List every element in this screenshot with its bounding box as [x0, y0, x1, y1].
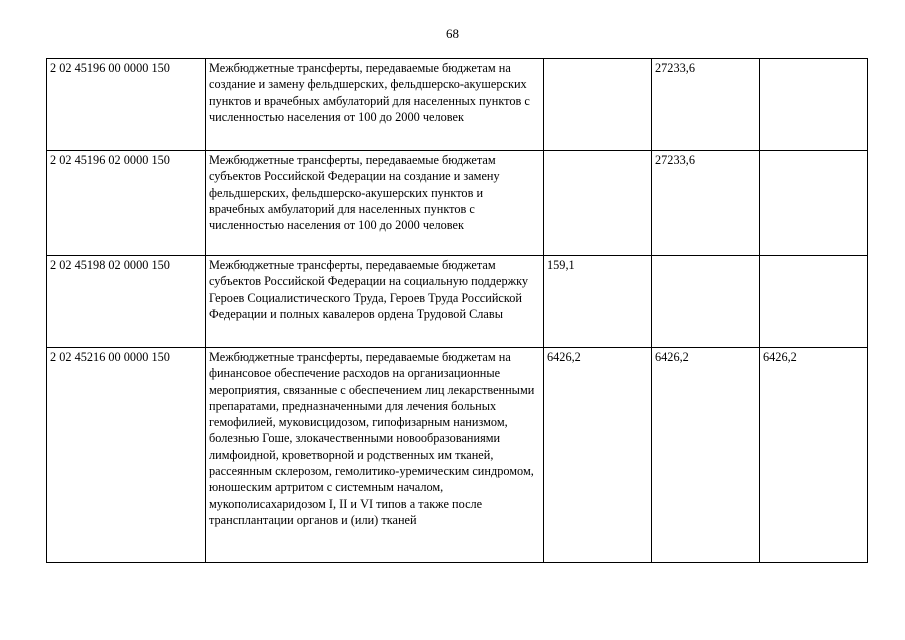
budget-code-cell: 2 02 45196 02 0000 150 [47, 151, 206, 256]
value-cell-1 [544, 151, 652, 256]
value-cell-2 [652, 256, 760, 348]
budget-table [46, 58, 868, 563]
value-cell-3 [760, 151, 868, 256]
description-cell: Межбюджетные трансферты, передаваемые бюджетам субъектов Российской Федерации на создание и замену фельдшерских, фельдшерско-акушерских пунктов и врачебных амбулаторий для населенных пунктов с численностью населения от 100 до 2000 человек [206, 151, 544, 256]
table-row [47, 59, 868, 151]
table-row [47, 348, 868, 563]
value-cell-2: 27233,6 [652, 59, 760, 151]
budget-code-cell: 2 02 45198 02 0000 150 [47, 256, 206, 348]
page-number: 68 [446, 26, 459, 41]
value-cell-3 [760, 59, 868, 151]
description-cell: Межбюджетные трансферты, передаваемые бюджетам субъектов Российской Федерации на социальную поддержку Героев Социалистического Труда, Героев Труда Российской Федерации и полных кавалеров ордена Трудовой Славы [206, 256, 544, 348]
value-cell-1 [544, 59, 652, 151]
value-cell-2: 27233,6 [652, 151, 760, 256]
table-row [47, 256, 868, 348]
budget-code-cell: 2 02 45216 00 0000 150 [47, 348, 206, 563]
value-cell-3 [760, 256, 868, 348]
description-cell: Межбюджетные трансферты, передаваемые бюджетам на создание и замену фельдшерских, фельдшерско-акушерских пунктов и врачебных амбулаторий для населенных пунктов с численностью населения от 100 до 2000 человек [206, 59, 544, 151]
value-cell-3: 6426,2 [760, 348, 868, 563]
description-cell: Межбюджетные трансферты, передаваемые бюджетам на финансовое обеспечение расходов на организационные мероприятия, связанные с обеспечением лиц лекарственными препаратами, предназначенными для лечения больных гемофилией, муковисцидозом, гипофизарным нанизмом, болезнью Гоше, злокачественными новообразованиями лимфоидной, кроветворной и родственных им тканей, рассеянным склерозом, гемолитико-уремическим синдромом, юношеским артритом с системным началом, мукополисахаридозом I, II и VI типов а также после трансплантации органов и (или) тканей [206, 348, 544, 563]
budget-code-cell: 2 02 45196 00 0000 150 [47, 59, 206, 151]
table-row [47, 151, 868, 256]
value-cell-1: 159,1 [544, 256, 652, 348]
value-cell-1: 6426,2 [544, 348, 652, 563]
value-cell-2: 6426,2 [652, 348, 760, 563]
